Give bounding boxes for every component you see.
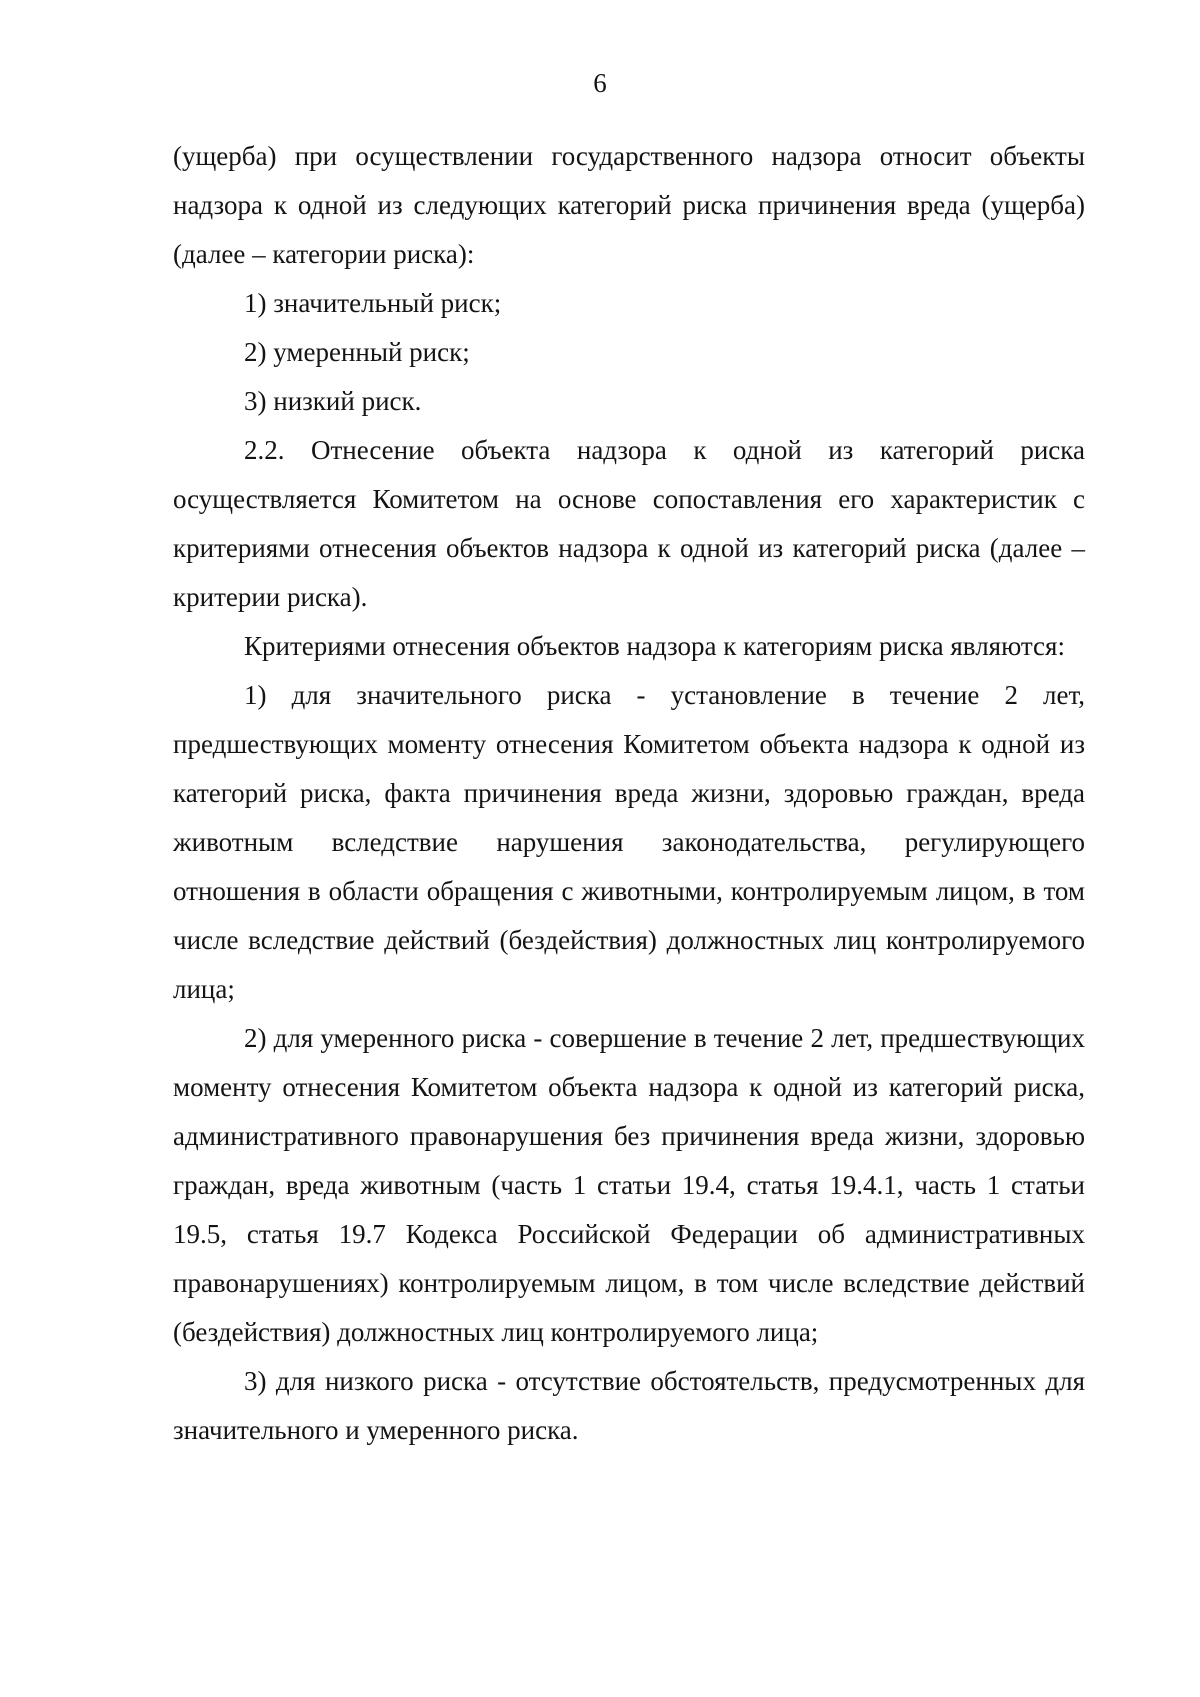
paragraph-criteria-significant: 1) для значительного риска - установление в течение 2 лет, предшествующих моменту отнесения Комитетом объекта надзора к одной из категорий риска, факта причинения вреда жизни, здоровью граждан, вреда животным вследствие нарушения законодательства, регулирующего отношения в области обращения с животными, контролируемым лицом, в том числе вследствие действий (бездействия) должностных лиц контролируемого лица; [173,680,1085,1004]
paragraph-criteria-moderate: 2) для умеренного риска - совершение в течение 2 лет, предшествующих моменту отнесения Комитетом объекта надзора к одной из категорий риска, административного правонарушения без причинения вреда жизни, здоровью граждан, вреда животным (часть 1 статьи 19.4, статья 19.4.1, часть 1 статьи 19.5, статья 19.7 Кодекса Российской Федерации об административных правонарушениях) контролируемым лицом, в том числе вследствие действий (бездействия) должностных лиц контролируемого лица; [173,1023,1085,1347]
paragraph-criteria-low: 3) для низкого риска - отсутствие обстоятельств, предусмотренных для значительного и умеренного риска. [173,1366,1085,1445]
paragraph-intro-continuation: (ущерба) при осуществлении государственного надзора относит объекты надзора к одной из следующих категорий риска причинения вреда (ущерба) (далее – категории риска): [173,141,1085,269]
paragraph-risk-significant: 1) значительный риск; [244,288,502,318]
paragraph-risk-low: 3) низкий риск. [244,386,422,416]
paragraph-criteria-intro: Критериями отнесения объектов надзора к категориям риска являются: [244,631,1065,661]
page-number: 6 [593,68,607,98]
paragraph-risk-moderate: 2) умеренный риск; [244,337,470,367]
document-body [173,132,1085,1455]
paragraph-2-2: 2.2. Отнесение объекта надзора к одной из категорий риска осуществляется Комитетом на основе сопоставления его характеристик с критериями отнесения объектов надзора к одной из категорий риска (далее – критерии риска). [173,435,1085,612]
